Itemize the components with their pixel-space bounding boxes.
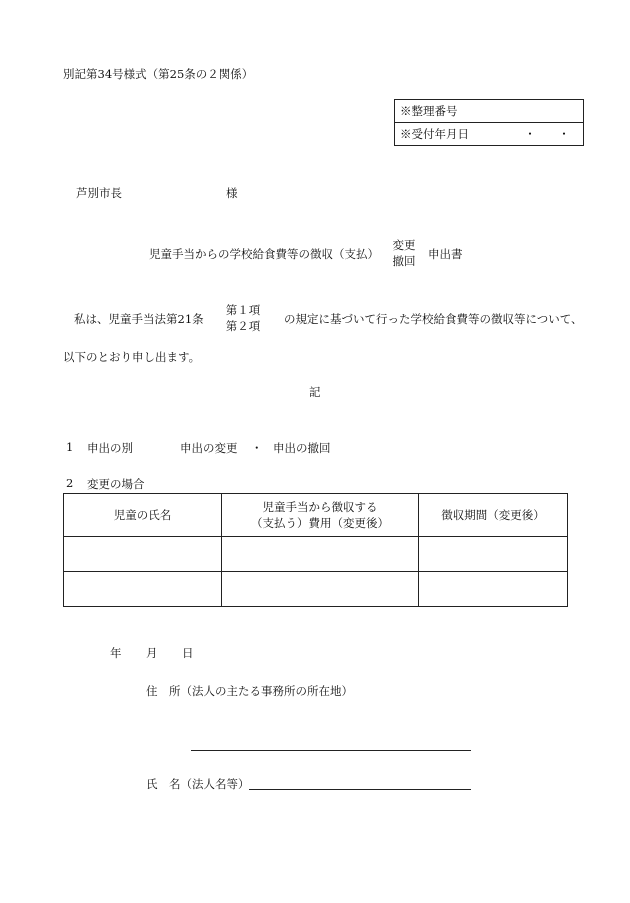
table-row xyxy=(64,537,568,572)
addressee-honorific: 様 xyxy=(226,186,238,200)
option-change: 変更 xyxy=(392,238,416,252)
date-day: 日 xyxy=(182,646,194,660)
cell-fee[interactable] xyxy=(222,537,419,572)
cell-period[interactable] xyxy=(419,537,568,572)
choice-separator: ・ xyxy=(251,441,263,455)
body-part3: 以下のとおり申し出ます。 xyxy=(63,350,201,364)
reg-number-label: ※整理番号 xyxy=(400,104,458,118)
addressee-mayor: 芦別市長 xyxy=(76,186,122,200)
header-fee: 児童手当から徴収する （支払う）費用（変更後） xyxy=(222,494,419,537)
address-label: 住 所（法人の主たる事務所の所在地） xyxy=(146,684,353,698)
cell-fee[interactable] xyxy=(222,572,419,607)
header-period: 徴収期間（変更後） xyxy=(419,494,568,537)
option-withdraw: 撤回 xyxy=(392,254,416,268)
title-suffix: 申出書 xyxy=(428,247,463,261)
date-separators: ・ ・ xyxy=(524,127,570,141)
table-row xyxy=(64,572,568,607)
item1-number: 1 xyxy=(66,440,74,454)
name-line[interactable] xyxy=(249,789,471,790)
name-label: 氏 名（法人名等） xyxy=(146,777,250,791)
form-number: 別記第34号様式（第25条の２関係） xyxy=(63,67,254,81)
choice-change[interactable]: 申出の変更 xyxy=(180,441,238,455)
date-month: 月 xyxy=(146,646,158,660)
clause-2: 第２項 xyxy=(225,319,261,333)
item2-number: 2 xyxy=(66,476,74,490)
item1-label: 申出の別 xyxy=(87,441,133,455)
item2-label: 変更の場合 xyxy=(87,477,145,491)
received-date-row[interactable] xyxy=(395,122,583,145)
clause-options xyxy=(222,302,264,334)
body-part1: 私は、児童手当法第21条 xyxy=(74,312,204,326)
change-table xyxy=(63,493,568,607)
address-line[interactable] xyxy=(191,750,471,751)
cell-child-name[interactable] xyxy=(64,572,222,607)
choice-withdraw[interactable]: 申出の撤回 xyxy=(273,441,331,455)
registry-box xyxy=(394,99,584,146)
reg-number-row[interactable] xyxy=(395,100,583,122)
title-main: 児童手当からの学校給食費等の徴収（支払） xyxy=(149,247,379,261)
title-options xyxy=(388,237,420,269)
header-child-name: 児童の氏名 xyxy=(64,494,222,537)
clause-1: 第１項 xyxy=(225,303,261,317)
body-part2: の規定に基づいて行った学校給食費等の徴収等について、 xyxy=(284,312,583,326)
cell-child-name[interactable] xyxy=(64,537,222,572)
received-date-label: ※受付年月日 xyxy=(400,127,469,141)
date-year: 年 xyxy=(110,646,122,660)
table-header-row xyxy=(64,494,568,537)
cell-period[interactable] xyxy=(419,572,568,607)
ki-heading: 記 xyxy=(309,385,321,399)
